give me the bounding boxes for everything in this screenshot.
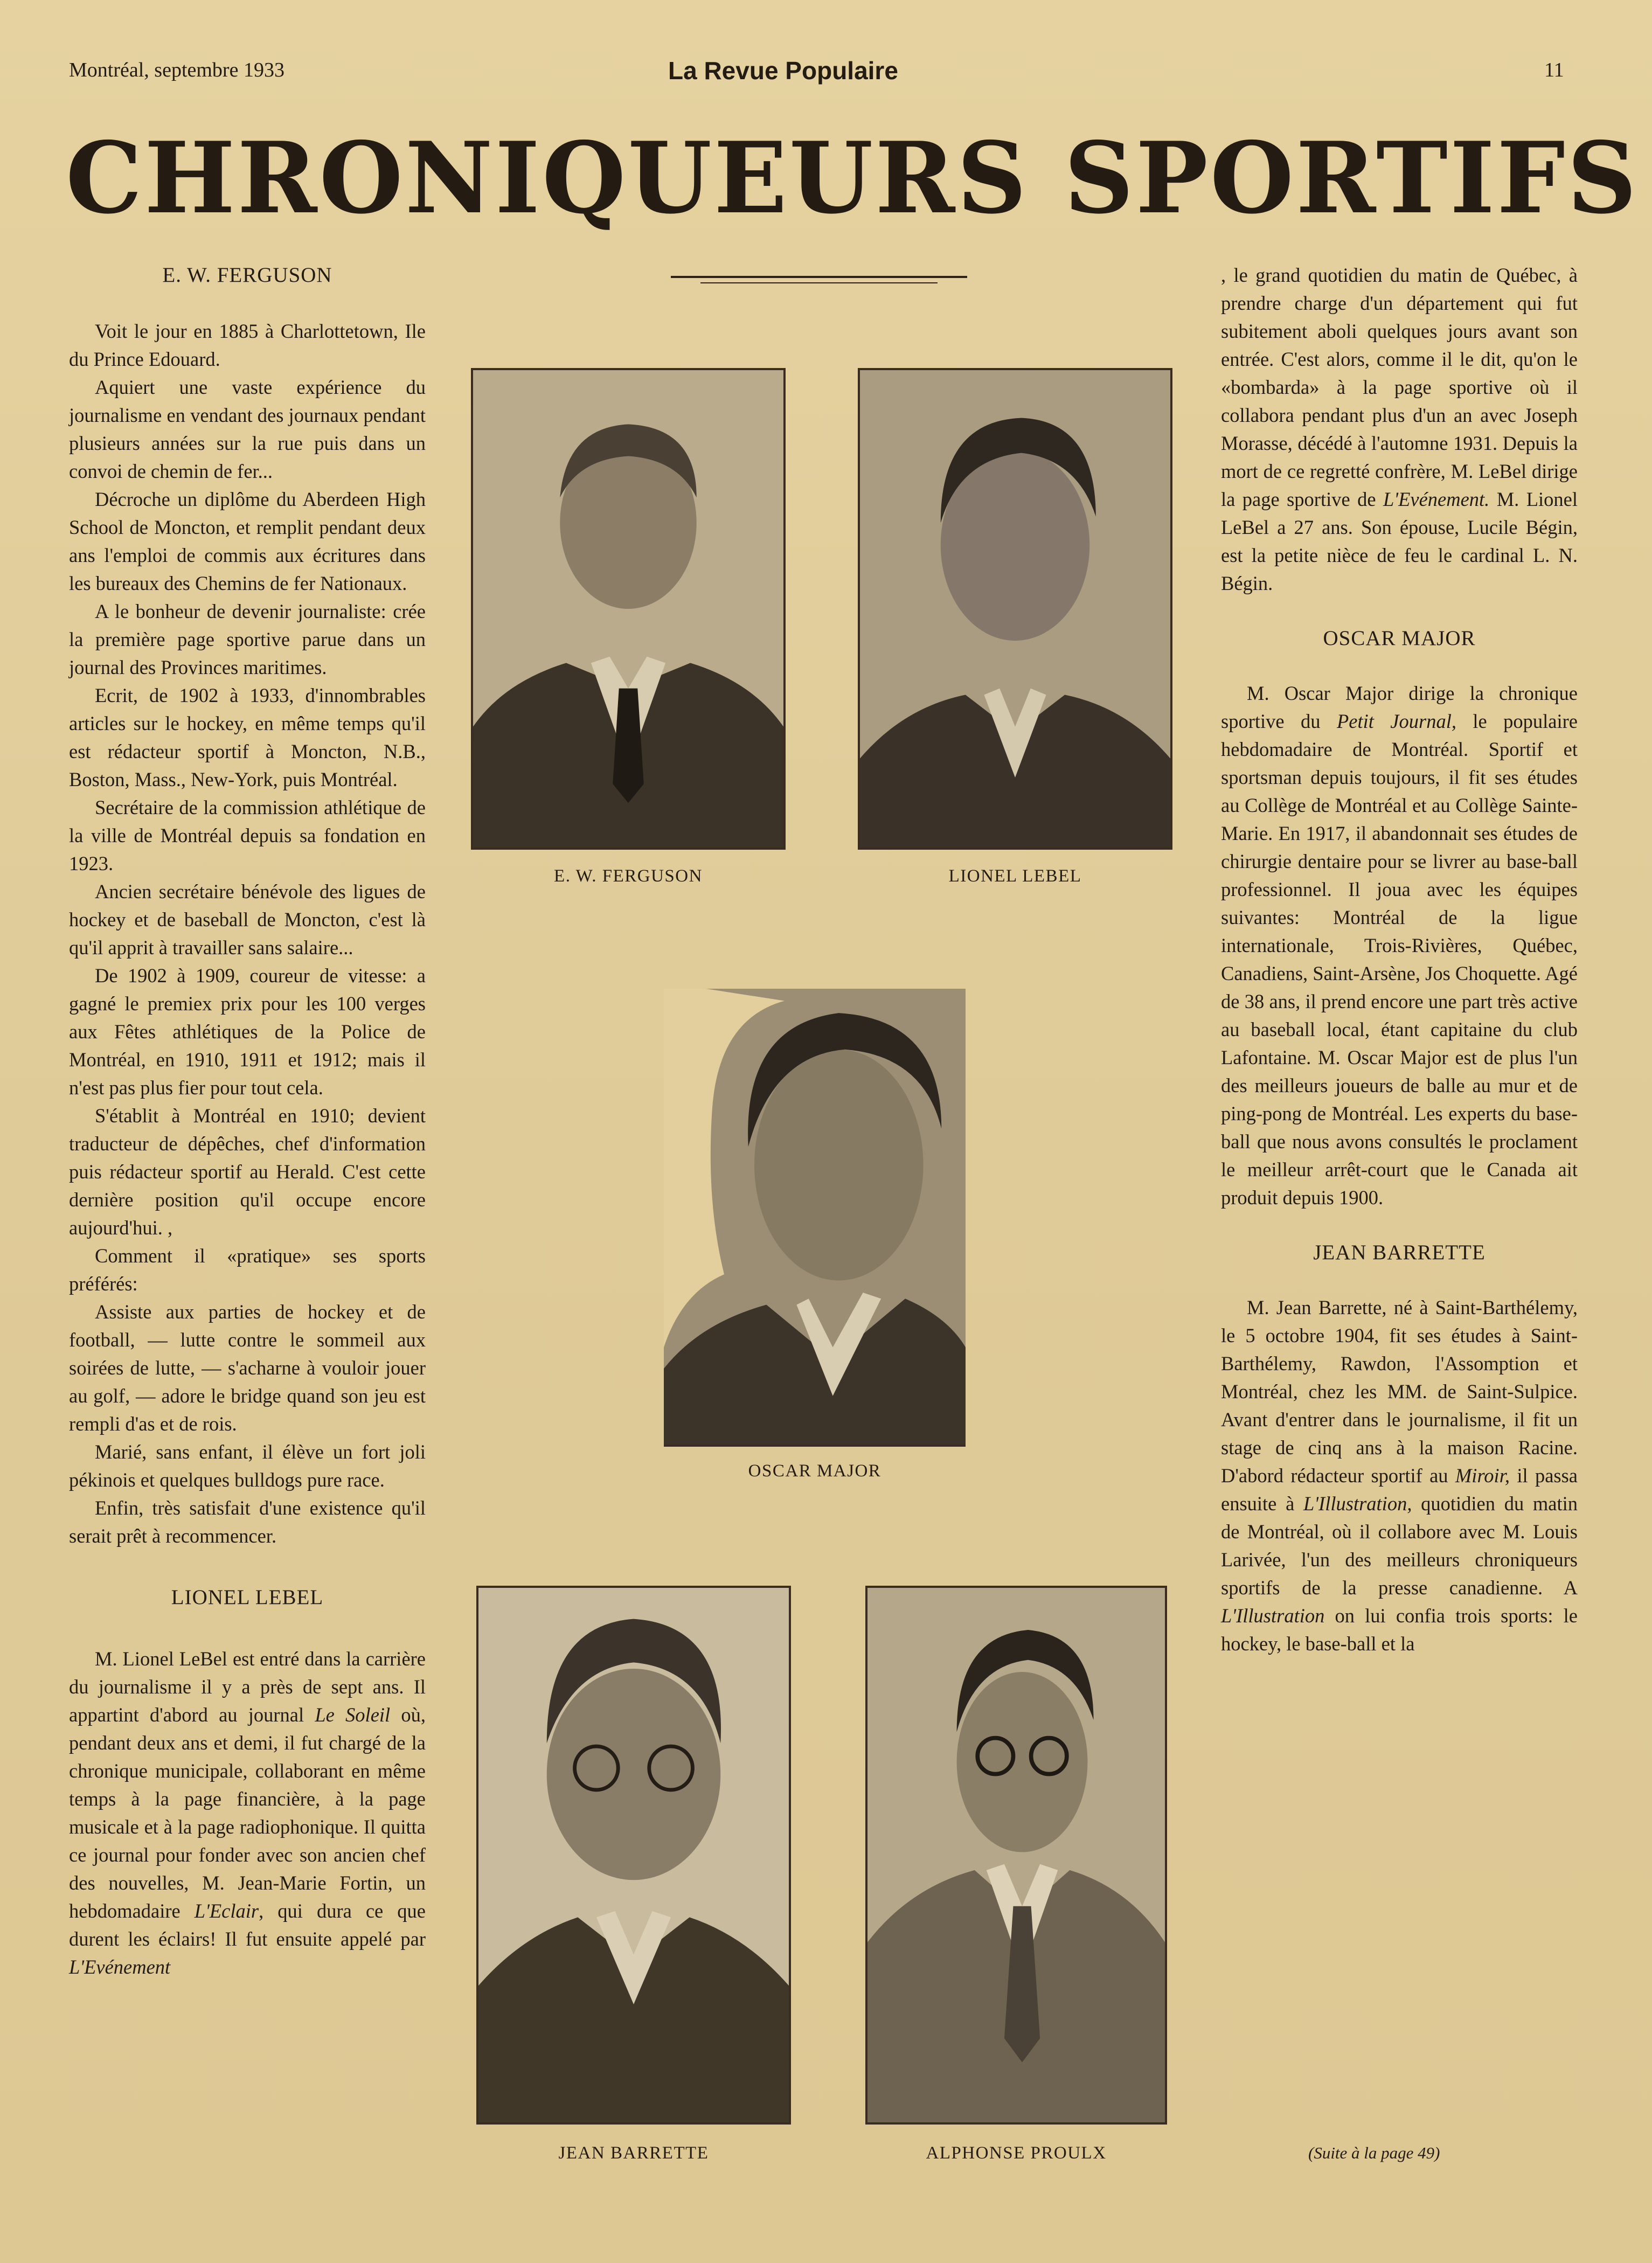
ferguson-paragraph: Ecrit, de 1902 à 1933, d'innombrables articles sur le hockey, en même temps qu'il est rédacteur sportif à Moncton, N.B., Boston, Mass., New-York, puis Montréal. bbox=[69, 684, 426, 790]
lebel-paragraph: M. Lionel LeBel est entré dans la carrière du journalisme il y a près de sept ans. Il appartint d'abord au journal Le Soleil où, pendant deux ans et demi, il fut chargé de la chronique municipale, collaborant en même temps à la page financière, à la page musicale et à la page radiophonique. Il quitta ce journal pour fonder avec son ancien chef des nouvelles, M. Jean-Marie Fortin, un hebdomadaire L'Eclair, qui dura ce que durent les éclairs! Il fut ensuite appelé par L'Evénement bbox=[69, 1648, 426, 1978]
page-number: 11 bbox=[1544, 59, 1564, 81]
ferguson-paragraph: Comment il «pratique» ses sports préférés: bbox=[69, 1245, 426, 1295]
ferguson-portrait bbox=[471, 368, 786, 850]
ferguson-paragraph: Décroche un diplôme du Aberdeen High School de Moncton, et remplit pendant deux ans l'emploi de commis aux écritures dans les bureaux des Chemins de fer Nationaux. bbox=[69, 488, 426, 594]
ferguson-paragraph: S'établit à Montréal en 1910; devient traducteur de dépêches, chef d'information puis rédacteur sportif au Herald. C'est cette dernière position qu'il occupe encore aujourd'hui. , bbox=[69, 1105, 426, 1239]
barrette-caption: JEAN BARRETTE bbox=[558, 2143, 709, 2163]
barrette-paragraph: M. Jean Barrette, né à Saint-Barthélemy, le 5 octobre 1904, fit ses études à Saint-Barthélemy, Rawdon, l'Assomption et Montréal, chez les MM. de Saint-Sulpice. Avant d'entrer dans le journalisme, il fit un stage de cinq ans à la maison Racine. D'abord rédacteur sportif au Miroir, il passa ensuite à L'Illustration, quotidien du matin de Montréal, où il collabore avec M. Louis Larivée, l'un des meilleurs chroniqueurs sportifs de la presse canadienne. A L'Illustration on lui confia trois sports: le hockey, le base-ball et la bbox=[1221, 1296, 1578, 1655]
ferguson-paragraph: Secrétaire de la commission athlétique de la ville de Montréal depuis sa fondation en 1923. bbox=[69, 796, 426, 874]
header-date: Montréal, septembre 1933 bbox=[69, 59, 284, 81]
barrette-heading: JEAN BARRETTE bbox=[1313, 1241, 1486, 1264]
ferguson-paragraph: A le bonheur de devenir journaliste: crée la première page sportive parue dans un journal des Provinces maritimes. bbox=[69, 600, 426, 678]
ferguson-heading: E. W. FERGUSON bbox=[162, 263, 332, 287]
ferguson-paragraph: Assiste aux parties de hockey et de football, — lutte contre le sommeil aux soirées de lutte, — s'acharne à vouloir jouer au golf, — adore le bridge quand son jeu est rempli d'as et de rois. bbox=[69, 1301, 426, 1435]
proulx-caption: ALPHONSE PROULX bbox=[926, 2143, 1107, 2163]
major-portrait bbox=[664, 989, 966, 1447]
page-title: CHRONIQUEURS SPORTIFS bbox=[66, 120, 1639, 235]
lebel-continuation bbox=[1221, 261, 1578, 598]
lebel-caption: LIONEL LEBEL bbox=[948, 866, 1082, 886]
ferguson-paragraph: De 1902 à 1909, coureur de vitesse: a gagné le premiex prix pour les 100 verges aux Fêtes athlétiques de la Police de Montréal, en 1910, 1911 et 1912; mais il n'est pas plus fier pour tout cela. bbox=[69, 964, 426, 1099]
major-heading: OSCAR MAJOR bbox=[1323, 627, 1476, 650]
continued-note: (Suite à la page 49) bbox=[1308, 2143, 1440, 2162]
major-caption: OSCAR MAJOR bbox=[748, 1461, 881, 1481]
ferguson-paragraph: Aquiert une vaste expérience du journalisme en vendant des journaux pendant plusieurs années sur la rue puis dans un convoi de chemin de fer... bbox=[69, 376, 426, 482]
ferguson-caption: E. W. FERGUSON bbox=[554, 866, 703, 886]
ferguson-paragraph: Voit le jour en 1885 à Charlottetown, Ile du Prince Edouard. bbox=[69, 320, 426, 370]
lebel-heading: LIONEL LEBEL bbox=[171, 1586, 324, 1609]
lebel-paragraph-continued: , le grand quotidien du matin de Québec, à prendre charge d'un département qui fut subitement aboli quelques jours avant son entrée. C'est alors, comme il le dit, qu'on le «bombarda» à la page sportive où il collabora pendant plus d'un an avec Joseph Morasse, décédé à l'automne 1931. Depuis la mort de ce regretté confrère, M. LeBel dirige la page sportive de L'Evénement. M. Lionel LeBel a 27 ans. Son épouse, Lucile Bégin, est la petite nièce de feu le cardinal L. N. Bégin. bbox=[1221, 264, 1578, 594]
magazine-name: La Revue Populaire bbox=[668, 57, 898, 85]
ferguson-paragraph: Ancien secrétaire bénévole des ligues de hockey et de baseball de Moncton, c'est là qu'il apprit à travailler sans salaire... bbox=[69, 880, 426, 959]
title-rule bbox=[671, 276, 967, 278]
left-column bbox=[69, 261, 426, 1981]
ferguson-paragraph: Marié, sans enfant, il élève un fort joli pékinois et quelques bulldogs pure race. bbox=[69, 1441, 426, 1491]
proulx-portrait bbox=[865, 1586, 1167, 2125]
ferguson-paragraph: Enfin, très satisfait d'une existence qu'il serait prêt à recommencer. bbox=[69, 1497, 426, 1547]
right-column bbox=[1221, 261, 1578, 1658]
barrette-portrait bbox=[476, 1586, 791, 2125]
title-rule-thin bbox=[700, 282, 938, 283]
lebel-portrait bbox=[858, 368, 1172, 850]
major-paragraph: M. Oscar Major dirige la chronique sportive du Petit Journal, le populaire hebdomadaire de Montréal. Sportif et sportsman depuis toujours, il fit ses études au Collège de Montréal et au Collège Sainte-Marie. En 1917, il abandonnait ses études de chirurgie dentaire pour se livrer au base-ball professionnel. Il joua avec les équipes suivantes: Montréal de la ligue internationale, Trois-Rivières, Québec, Canadiens, Saint-Arsène, Jos Choquette. Agé de 38 ans, il prend encore une part très active au baseball local, étant capitaine du club Lafontaine. M. Oscar Major est de plus l'un des meilleurs joueurs de balle au mur et de ping-pong de Montréal. Les experts du base-ball que nous avons consultés le proclament le meilleur arrêt-court que le Canada ait produit depuis 1900. bbox=[1221, 682, 1578, 1209]
